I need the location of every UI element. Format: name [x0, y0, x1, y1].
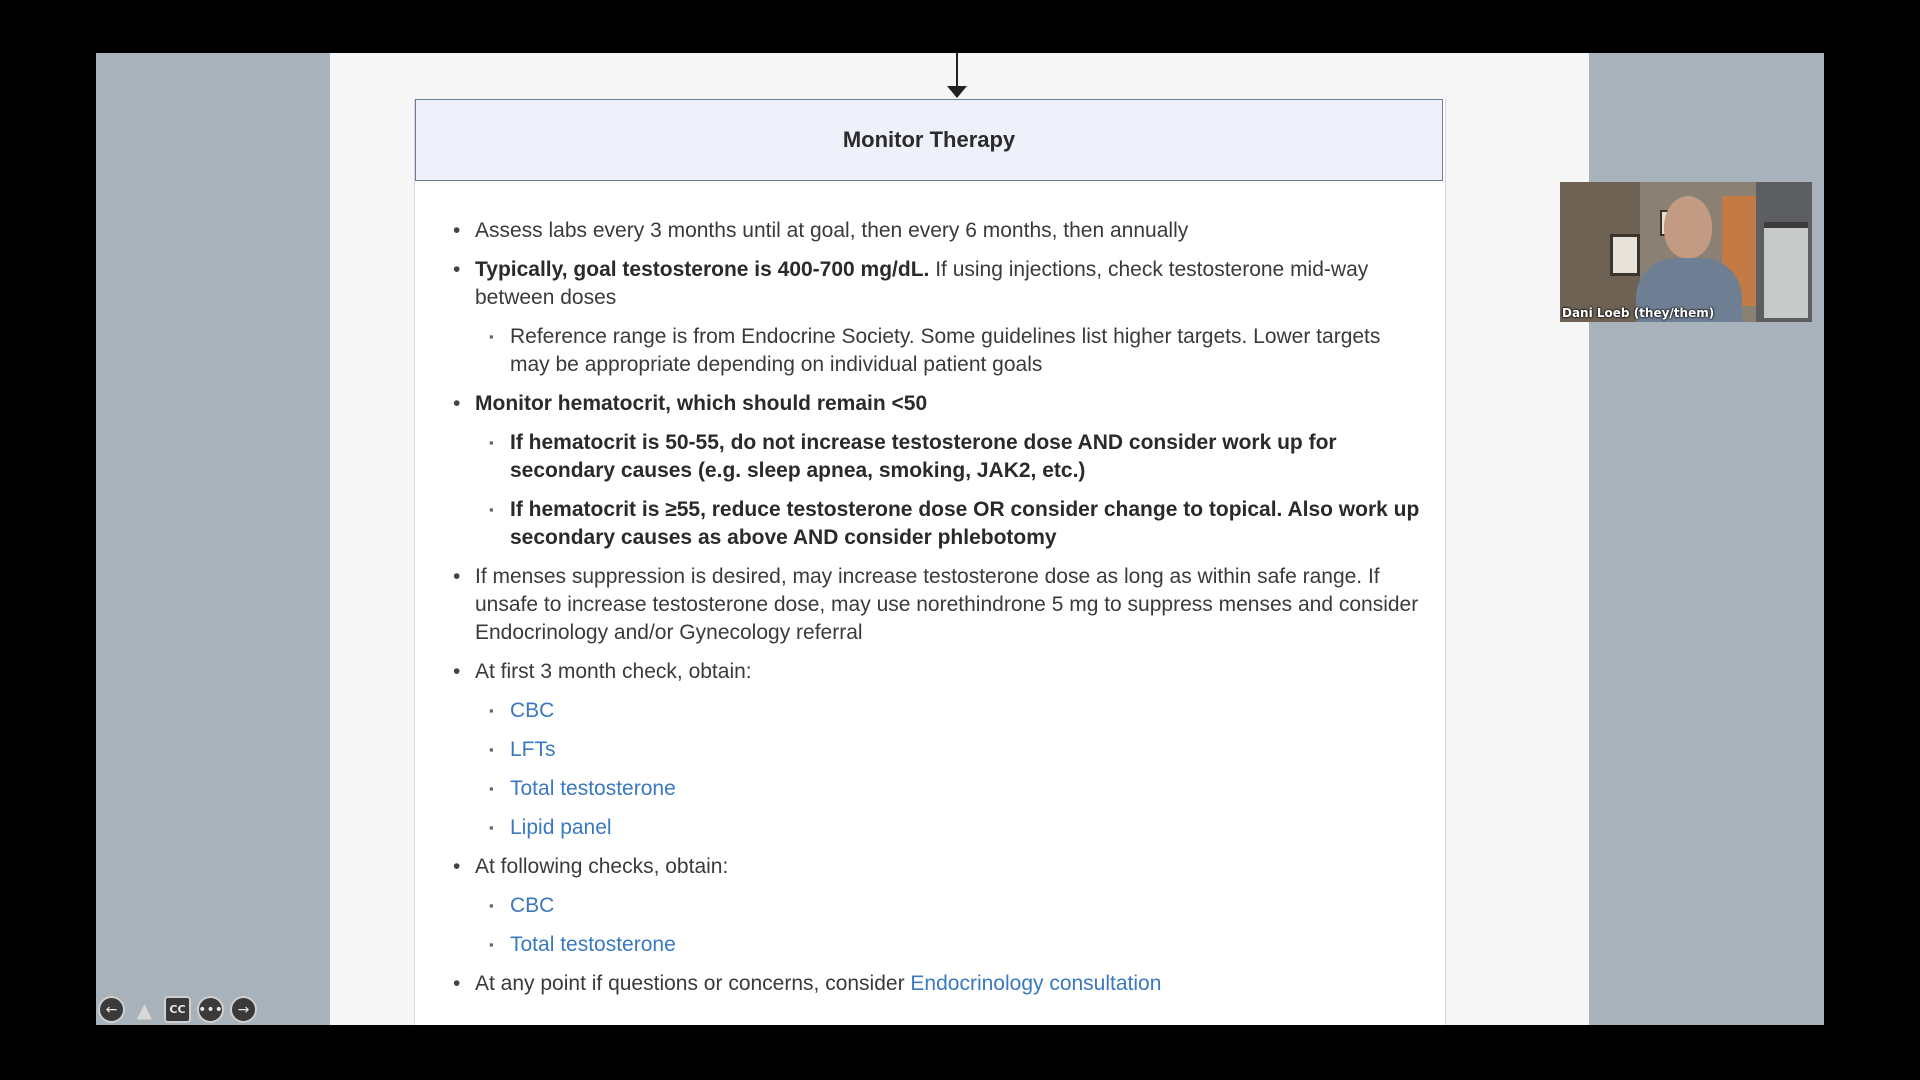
bullet-text: If menses suppression is desired, may increase testosterone dose as long as within safe range. If unsafe to increase testosterone dose, may use norethindrone 5 mg to suppress menses and consider Endocrinology and/or Gynecology referral [475, 565, 1419, 644]
sub-bullet-link [453, 814, 1423, 842]
sub-list [475, 697, 1423, 842]
sub-bullet-link [453, 775, 1423, 803]
card-header [415, 99, 1443, 181]
sub-bullet-link [453, 736, 1423, 764]
monitor-therapy-card [414, 99, 1446, 1025]
bullet-bold-text: Monitor hematocrit, which should remain <50 [475, 392, 928, 415]
bullet-menses-suppression [453, 563, 1423, 647]
bullet-first-check [453, 658, 1423, 842]
sub-bullet-text: If hematocrit is 50-55, do not increase testosterone dose AND consider work up for secondary causes (e.g. sleep apnea, smoking, JAK2, etc.) [510, 431, 1337, 482]
sub-bullet-reference-range [453, 323, 1423, 379]
sub-bullet-text: If hematocrit is ≥55, reduce testosterone dose OR consider change to topical. Also work up secondary causes as above AND consider phlebotomy [510, 498, 1420, 549]
endocrinology-consultation-link[interactable]: Endocrinology consultation [910, 972, 1162, 995]
cbc-link[interactable]: CBC [510, 699, 555, 722]
total-testosterone-link[interactable]: Total testosterone [510, 933, 676, 956]
bullet-text: Assess labs every 3 months until at goal, then every 6 months, then annually [475, 219, 1189, 242]
lfts-link[interactable]: LFTs [510, 738, 556, 761]
bullet-consultation [453, 970, 1423, 998]
sub-bullet-link [453, 931, 1423, 959]
bullet-bold-text: Typically, goal testosterone is 400-700 mg/dL. [475, 258, 930, 281]
arrow-right-icon[interactable]: → [230, 996, 257, 1023]
bullet-text: If using injections, check testosterone mid-way between doses [475, 258, 1369, 309]
bullet-list [453, 217, 1423, 998]
lipid-panel-link[interactable]: Lipid panel [510, 816, 612, 839]
bullet-text: At first 3 month check, obtain: [475, 660, 752, 683]
more-options-icon[interactable]: ••• [197, 996, 224, 1023]
sub-bullet-text: Reference range is from Endocrine Society. Some guidelines list higher targets. Lower targets may be appropriate depending on individual patient goals [510, 325, 1381, 376]
bullet-goal-testosterone [453, 256, 1423, 379]
bullet-following-checks [453, 853, 1423, 959]
flow-arrow-head-icon [947, 86, 967, 98]
participant-name-label: Dani Loeb (they/them) [1562, 306, 1715, 320]
picture-frame [1610, 234, 1640, 276]
sub-bullet-link [453, 697, 1423, 725]
card-body [453, 217, 1423, 1009]
captions-button[interactable]: CC [164, 996, 191, 1023]
sub-list [475, 892, 1423, 959]
participant-head [1664, 196, 1712, 258]
sub-bullet-hematocrit-55 [453, 496, 1423, 552]
sub-bullet-hematocrit-50-55 [453, 429, 1423, 485]
sub-list [475, 429, 1423, 552]
participant-webcam[interactable] [1560, 182, 1812, 322]
sub-bullet-link [453, 892, 1423, 920]
cabinet [1764, 228, 1808, 318]
playback-controls [98, 996, 257, 1023]
flow-arrow-line [956, 53, 958, 87]
card-title: Monitor Therapy [842, 127, 1016, 152]
bullet-assess-labs [453, 217, 1423, 245]
arrow-left-icon[interactable]: ← [98, 996, 125, 1023]
sub-list [475, 323, 1423, 379]
cbc-link[interactable]: CBC [510, 894, 555, 917]
bullet-monitor-hematocrit [453, 390, 1423, 552]
total-testosterone-link[interactable]: Total testosterone [510, 777, 676, 800]
bullet-text: At following checks, obtain: [475, 855, 729, 878]
slide [330, 53, 1589, 1025]
bullet-text: At any point if questions or concerns, consider [475, 972, 911, 995]
pointer-icon[interactable]: ▲ [136, 997, 153, 1022]
